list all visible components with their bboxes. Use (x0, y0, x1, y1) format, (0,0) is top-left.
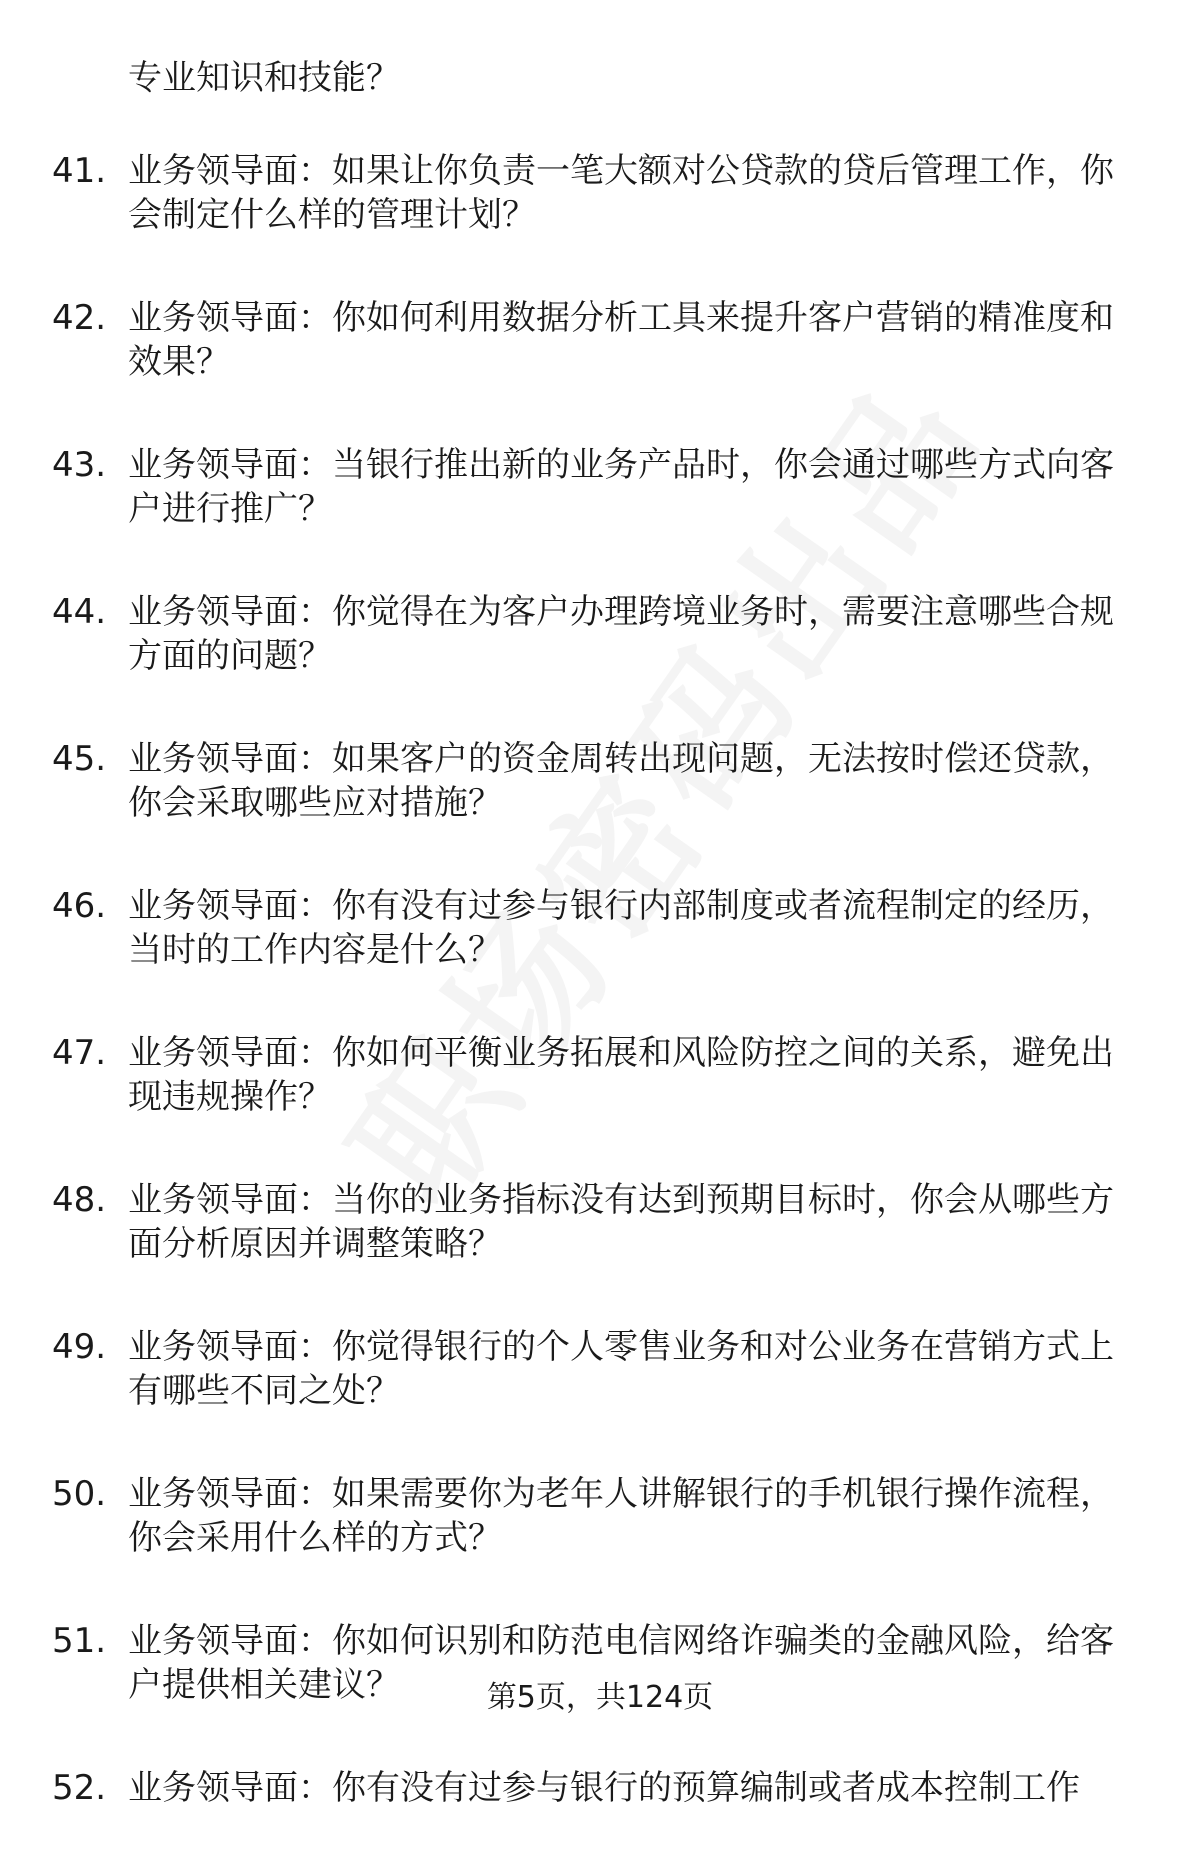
page-footer: 第5页，共124页 (486, 1680, 714, 1715)
question-text: 业务领导面：你如何识别和防范电信网络诈骗类的金融风险，给客户提供相关建议？ (128, 1621, 1114, 1705)
question-item (0, 737, 1200, 825)
question-number: 43. (52, 445, 107, 485)
question-item (0, 884, 1200, 972)
question-number: 51. (52, 1621, 107, 1661)
question-text: 业务领导面：如果需要你为老年人讲解银行的手机银行操作流程，你会采用什么样的方式？ (128, 1474, 1114, 1558)
question-number: 49. (52, 1327, 107, 1367)
question-text: 业务领导面：你觉得在为客户办理跨境业务时，需要注意哪些合规方面的问题？ (128, 592, 1114, 676)
question-number: 44. (52, 592, 107, 632)
question-item (0, 149, 1200, 237)
question-text: 业务领导面：你有没有过参与银行的预算编制或者成本控制工作 (128, 1768, 1080, 1808)
question-text: 业务领导面：你觉得银行的个人零售业务和对公业务在营销方式上有哪些不同之处？ (128, 1327, 1114, 1411)
question-text: 业务领导面：当你的业务指标没有达到预期目标时，你会从哪些方面分析原因并调整策略？ (128, 1180, 1114, 1264)
question-text: 业务领导面：如果客户的资金周转出现问题，无法按时偿还贷款，你会采取哪些应对措施？ (128, 739, 1114, 823)
question-continuation (0, 56, 1200, 100)
question-item (0, 1766, 1200, 1810)
question-item (0, 1472, 1200, 1560)
question-number: 48. (52, 1180, 107, 1220)
question-text: 专业知识和技能？ (128, 58, 400, 98)
question-item (0, 1325, 1200, 1413)
question-text: 业务领导面：你有没有过参与银行内部制度或者流程制定的经历，当时的工作内容是什么？ (128, 886, 1114, 970)
question-number: 41. (52, 151, 107, 191)
question-text: 业务领导面：你如何利用数据分析工具来提升客户营销的精准度和效果？ (128, 298, 1114, 382)
question-text: 业务领导面：当银行推出新的业务产品时，你会通过哪些方式向客户进行推广？ (128, 445, 1114, 529)
question-text: 业务领导面：你如何平衡业务拓展和风险防控之间的关系，避免出现违规操作？ (128, 1033, 1114, 1117)
question-item (0, 1178, 1200, 1266)
question-item (0, 443, 1200, 531)
question-number: 45. (52, 739, 107, 779)
question-number: 50. (52, 1474, 107, 1514)
question-item (0, 296, 1200, 384)
question-item (0, 1031, 1200, 1119)
question-number: 47. (52, 1033, 107, 1073)
question-number: 42. (52, 298, 107, 338)
question-number: 52. (52, 1768, 107, 1808)
question-list (0, 56, 1200, 1869)
question-text: 业务领导面：如果让你负责一笔大额对公贷款的贷后管理工作，你会制定什么样的管理计划？ (128, 151, 1114, 235)
question-item (0, 590, 1200, 678)
question-number: 46. (52, 886, 107, 926)
